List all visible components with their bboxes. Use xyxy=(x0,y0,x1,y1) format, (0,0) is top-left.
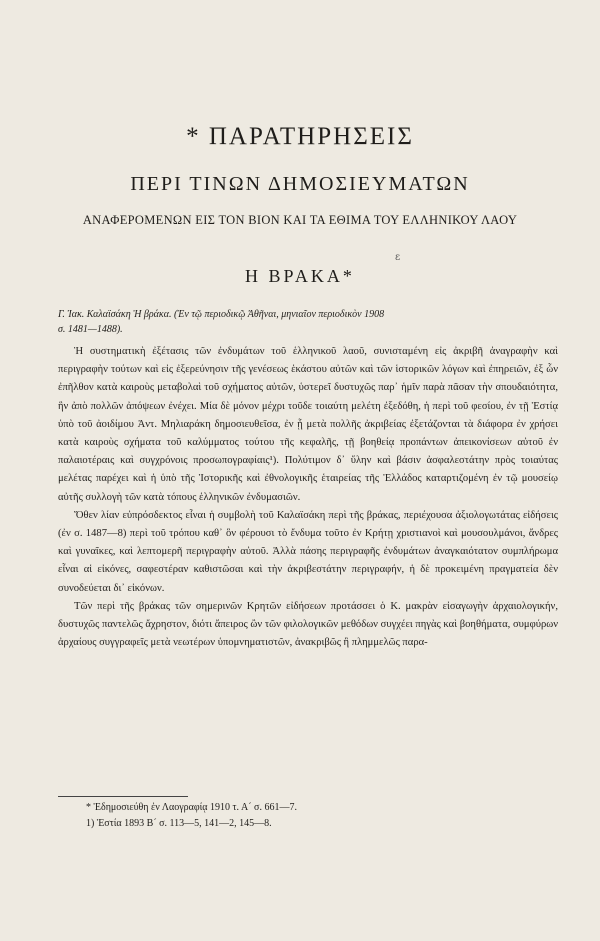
footnote-star: * Ἐδημοσιεύθη ἐν Λαογραφίᾳ 1910 τ. Α´ σ. 661—7. xyxy=(86,802,297,813)
source-line-1: Γ. Ἰακ. Καλαϊσάκη Ἡ βράκα. (Ἐν τῷ περιοδικῷ Ἀθῆναι, μηνιαῖον περιοδικὸν 1908 xyxy=(58,309,385,320)
body-text xyxy=(58,343,558,652)
printer-mark: ε xyxy=(395,252,401,263)
page-title: * ΠΑΡΑΤΗΡΗΣΕΙΣ xyxy=(186,123,414,150)
source-line-2: σ. 1481—1488). xyxy=(58,324,123,335)
footnotes xyxy=(86,800,556,832)
source-citation xyxy=(58,307,558,337)
paragraph: Ἡ συστηματικὴ ἐξέτασις τῶν ἐνδυμάτων τοῦ ἑλληνικοῦ λαοῦ, συνισταμένη εἰς ἀκριβῆ ἀναγραφὴν καὶ περιγραφὴν τούτων καὶ εἰς ἐξερεύνησιν τῆς γενέσεως ἑκάστου αὐτῶν καὶ τῶν ἱστορικῶν λόγων καὶ ἐπηρειῶν, ἐξ ὧν ἐπῆλθον κατὰ καιροὺς μεταβολαὶ τοῦ σχήματος αὐτῶν, ὑστερεῖ δυστυχῶς παρ᾽ ἡμῖν παρὰ πᾶσαν τὴν σπουδαιότητα, ἣν ἀπὸ πολλῶν ἀπόψεων ἐνέχει. Μία δὲ μόνον μέχρι τοῦδε τοιαύτη μελέτη ἐξεδόθη, ἡ περὶ τοῦ φεσίου, ἐν τῇ Ἑστίᾳ ὑπὸ τοῦ ἀοιδίμου Ἀντ. Μηλιαράκη δημοσιευθεῖσα, ἐν ᾗ μετὰ πολλῆς ἀκριβείας ἐξετάζονται τὰ διάφορα ἐν χρήσει κατὰ καιροὺς σχήματα τοῦ καλύμματος τούτου τῆς κεφαλῆς, τῇ βοηθείᾳ προπάντων ἀπεικονίσεων αὐτοῦ ἐν παλαιοτέραις καὶ συγχρόνοις προσωπογραφίαις¹). Πολύτιμον δ᾽ ὕλην καὶ βάσιν ἀσφαλεστάτην πρὸς τοιαύτας μελέτας παρέχει καὶ ἡ ὑπὸ τῆς Ἱστορικῆς καὶ ἐθνολογικῆς ἑταιρείας τῆς Ἑλλάδος καταρτιζομένη ἐν τῷ μουσείῳ αὐτῆς συλλογὴ τῶν κατὰ τόπους ἑλληνικῶν ἐνδυμασιῶν. xyxy=(58,346,558,503)
section-title: Η ΒΡΑΚΑ* xyxy=(245,266,355,286)
page-subsubtitle: ΑΝΑΦΕΡΟΜΕΝΩΝ ΕΙΣ ΤΟΝ ΒΙΟΝ ΚΑΙ ΤΑ ΕΘΙΜΑ ΤΟΥ ΕΛΛΗΝΙΚΟΥ ΛΑΟΥ xyxy=(82,213,518,227)
footnote-1: 1) Ἑστία 1893 Β´ σ. 113—5, 141—2, 145—8. xyxy=(86,818,272,829)
paragraph: Ὅθεν λίαν εὐπρόσδεκτος εἶναι ἡ συμβολὴ τοῦ Καλαϊσάκη περὶ τῆς βράκας, περιέχουσα ἀξιολογωτάτας εἰδήσεις (ἐν σ. 1487—8) περὶ τοῦ τρόπου καθ᾽ ὃν φέρουσι τὸ ἔνδυμα τοῦτο ἐν Κρήτῃ χριστιανοὶ καὶ μουσουλμάνοι, ἄνδρες καὶ γυναῖκες, καὶ λεπτομερῆ περιγραφὴν αὐτοῦ. Ἀλλὰ πάσης περιγραφῆς ἐνδυμάτων ἀναγκαιότατον συμπλήρωμα εἶναι αἱ εἰκόνες, σαφεστέραν καθιστῶσαι καὶ τὴν ἀκριβεστάτην περιγραφήν, ἡ δὲ προκειμένη πραγματεία δὲν συνοδεύεται δι᾽ εἰκόνων. xyxy=(58,509,558,594)
page-subtitle: ΠΕΡΙ ΤΙΝΩΝ ΔΗΜΟΣΙΕΥΜΑΤΩΝ xyxy=(130,173,470,195)
paragraph: Τῶν περὶ τῆς βράκας τῶν σημερινῶν Κρητῶν εἰδήσεων προτάσσει ὁ Κ. μακρὰν εἰσαγωγὴν ἀρχαιολογικήν, δυστυχῶς παντελῶς ἄχρηστον, διότι ἄπειρος ὢν τῶν φιλολογικῶν μεθόδων συγχέει πηγὰς καὶ βοηθήματα, συμφύρων ἀρχαίους συγγραφεῖς μετὰ νεωτέρων ὑπομνηματιστῶν, ἀνακριβῶς ἢ πλημμελῶς παρα- xyxy=(58,600,558,649)
footnote-divider xyxy=(58,796,188,797)
